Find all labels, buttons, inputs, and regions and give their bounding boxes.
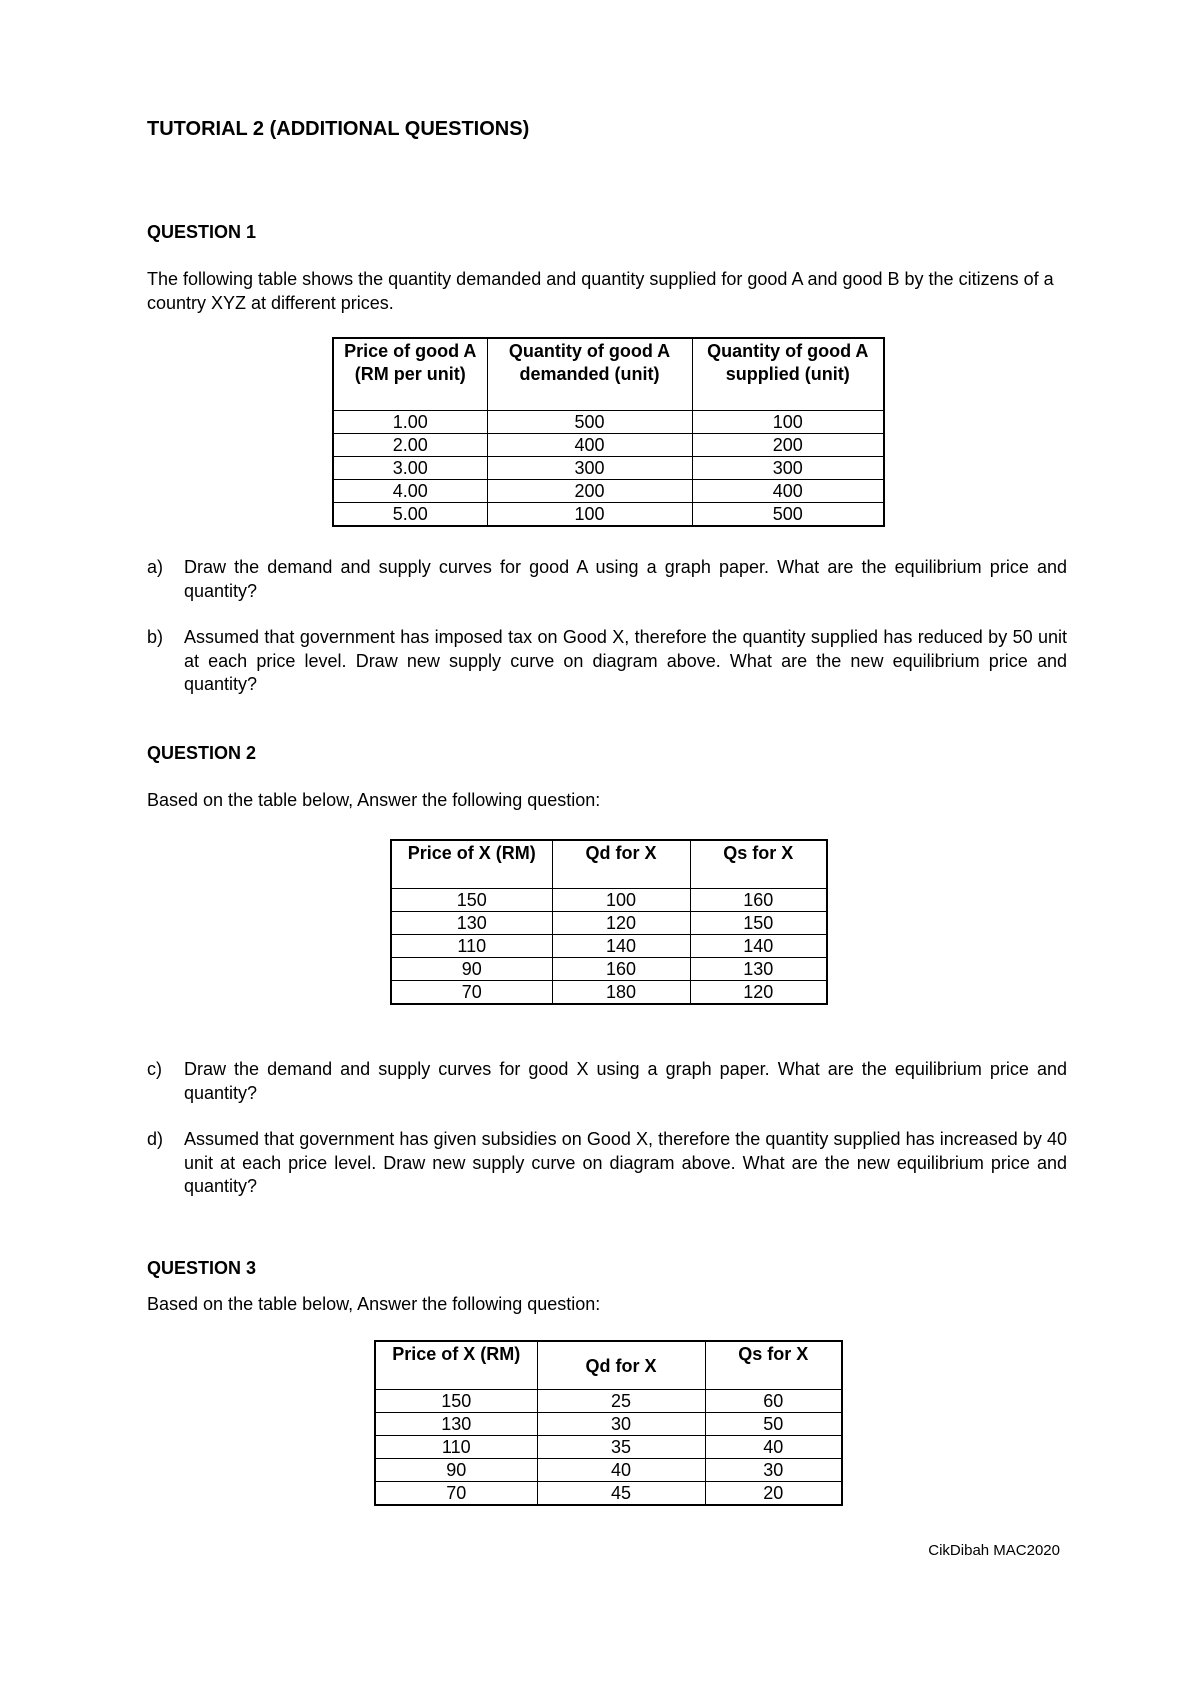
table-cell: 35 — [537, 1436, 705, 1459]
table-header-row — [333, 338, 884, 411]
item-label: c) — [147, 1059, 162, 1079]
table-cell: 400 — [487, 434, 692, 457]
question-1-table — [332, 337, 885, 527]
question-3-heading: QUESTION 3 — [147, 1258, 257, 1278]
table-row — [375, 1413, 842, 1436]
table-row — [375, 1436, 842, 1459]
table-cell: 140 — [552, 935, 690, 958]
table-row — [375, 1390, 842, 1413]
question-item-c — [147, 1058, 1067, 1105]
item-text: Assumed that government has imposed tax on Good X, therefore the quantity supplied has reduced by 50 unit at each price level. Draw new supply curve on diagram above. What are the new equilibrium price and quantity? — [184, 627, 1067, 694]
table-cell: 160 — [552, 958, 690, 981]
question-item-b — [147, 626, 1067, 697]
table-cell: 180 — [552, 981, 690, 1005]
item-text: Draw the demand and supply curves for good A using a graph paper. What are the equilibrium price and quantity? — [184, 557, 1067, 601]
table-cell: 150 — [375, 1390, 537, 1413]
question-1-intro: The following table shows the quantity demanded and quantity supplied for good A and good B by the citizens of a country XYZ at different prices. — [147, 269, 1054, 313]
question-2-heading: QUESTION 2 — [147, 743, 257, 763]
table-cell: 30 — [537, 1413, 705, 1436]
table-row — [391, 935, 827, 958]
table-cell: 3.00 — [333, 457, 487, 480]
question-3-table — [374, 1340, 843, 1506]
item-label: a) — [147, 557, 164, 577]
table-cell: 110 — [375, 1436, 537, 1459]
table-cell: 120 — [690, 981, 827, 1005]
table-row — [391, 981, 827, 1005]
table-cell: 400 — [692, 480, 884, 503]
table-cell: 2.00 — [333, 434, 487, 457]
table-cell: 300 — [692, 457, 884, 480]
table-cell: 1.00 — [333, 411, 487, 434]
table-cell: 130 — [690, 958, 827, 981]
table-cell: 70 — [375, 1482, 537, 1506]
table-cell: 40 — [705, 1436, 842, 1459]
table-header-cell: Qs for X — [705, 1341, 842, 1390]
question-item-d — [147, 1128, 1067, 1199]
table-cell: 100 — [487, 503, 692, 527]
table-cell: 140 — [690, 935, 827, 958]
table-cell: 200 — [487, 480, 692, 503]
table-cell: 50 — [705, 1413, 842, 1436]
table-cell: 25 — [537, 1390, 705, 1413]
item-text: Draw the demand and supply curves for good X using a graph paper. What are the equilibrium price and quantity? — [184, 1059, 1067, 1103]
table-cell: 4.00 — [333, 480, 487, 503]
page-footer: CikDibah MAC2020 — [928, 1542, 1060, 1559]
item-label: d) — [147, 1129, 164, 1149]
table-header-cell: Qs for X — [690, 840, 827, 889]
table-header-cell: Quantity of good A demanded (unit) — [487, 338, 692, 411]
table-row — [391, 889, 827, 912]
table-cell: 150 — [391, 889, 552, 912]
table-cell: 90 — [391, 958, 552, 981]
table-cell: 200 — [692, 434, 884, 457]
table-row — [375, 1459, 842, 1482]
table-row — [333, 480, 884, 503]
table-cell: 70 — [391, 981, 552, 1005]
table-row — [333, 434, 884, 457]
table-cell: 100 — [552, 889, 690, 912]
table-row — [333, 503, 884, 527]
table-cell: 130 — [391, 912, 552, 935]
table-cell: 60 — [705, 1390, 842, 1413]
table-row — [333, 411, 884, 434]
table-header-cell: Price of X (RM) — [391, 840, 552, 889]
table-cell: 500 — [487, 411, 692, 434]
table-cell: 500 — [692, 503, 884, 527]
table-cell: 90 — [375, 1459, 537, 1482]
table-header-cell: Qd for X — [552, 840, 690, 889]
table-row — [375, 1482, 842, 1506]
table-row — [333, 457, 884, 480]
table-header-cell: Quantity of good A supplied (unit) — [692, 338, 884, 411]
table-header-cell: Price of good A (RM per unit) — [333, 338, 487, 411]
table-cell: 150 — [690, 912, 827, 935]
table-cell: 110 — [391, 935, 552, 958]
table-cell: 20 — [705, 1482, 842, 1506]
table-cell: 160 — [690, 889, 827, 912]
table-row — [391, 912, 827, 935]
question-3-intro: Based on the table below, Answer the following question: — [147, 1294, 601, 1314]
table-header-cell: Qd for X — [537, 1341, 705, 1390]
table-header-cell: Price of X (RM) — [375, 1341, 537, 1390]
table-cell: 100 — [692, 411, 884, 434]
document-title: TUTORIAL 2 (ADDITIONAL QUESTIONS) — [147, 118, 530, 140]
question-2-intro: Based on the table below, Answer the following question: — [147, 790, 601, 810]
item-text: Assumed that government has given subsidies on Good X, therefore the quantity supplied has increased by 40 unit at each price level. Draw new supply curve on diagram above. What are the new equilibrium price and quantity? — [184, 1129, 1067, 1196]
table-cell: 120 — [552, 912, 690, 935]
question-1-heading: QUESTION 1 — [147, 222, 257, 242]
table-cell: 45 — [537, 1482, 705, 1506]
table-cell: 40 — [537, 1459, 705, 1482]
question-item-a — [147, 556, 1067, 603]
table-cell: 130 — [375, 1413, 537, 1436]
table-cell: 30 — [705, 1459, 842, 1482]
table-header-row — [375, 1341, 842, 1390]
question-2-table — [390, 839, 828, 1005]
table-row — [391, 958, 827, 981]
table-header-row — [391, 840, 827, 889]
table-cell: 300 — [487, 457, 692, 480]
table-cell: 5.00 — [333, 503, 487, 527]
item-label: b) — [147, 627, 164, 647]
